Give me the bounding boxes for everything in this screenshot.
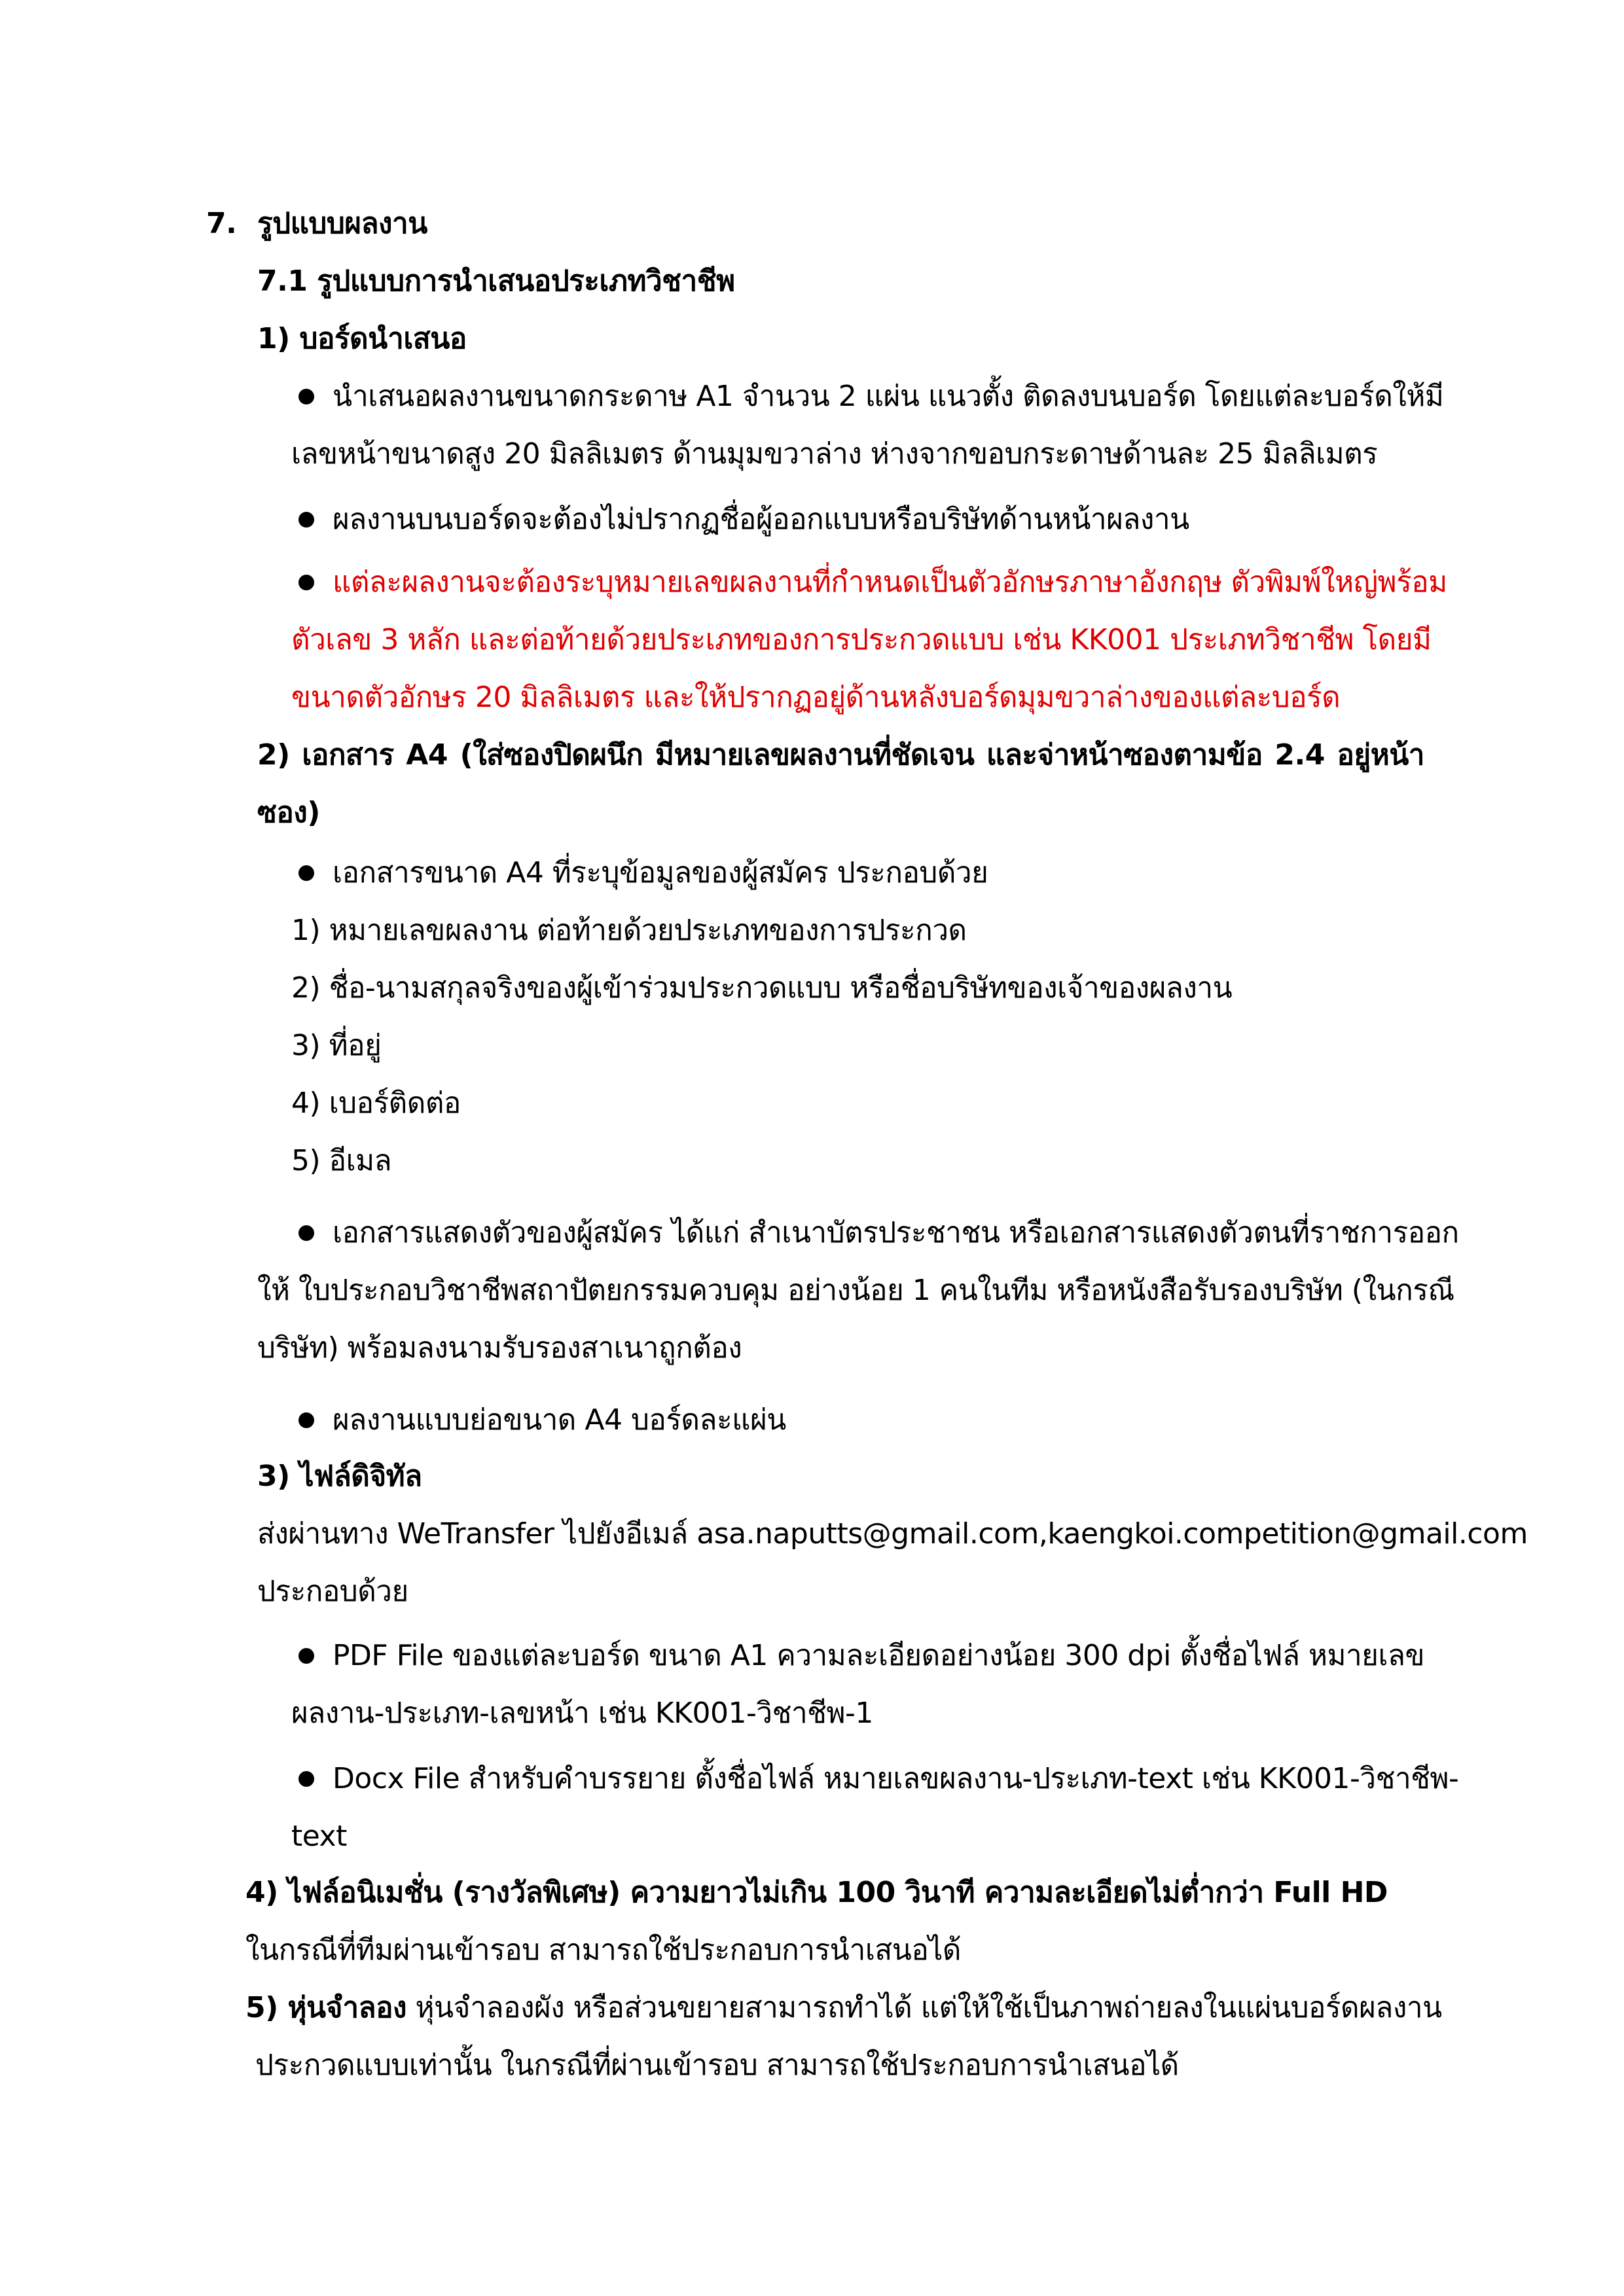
bullet-icon (298, 1771, 314, 1787)
item-2-bullet-c: ผลงานแบบย่อขนาด A4 บอร์ดละแผ่น (333, 1403, 786, 1437)
item-2-heading-line-2: ซอง) (257, 796, 320, 829)
item-1-bullet-3-line-1: แต่ละผลงานจะต้องระบุหมายเลขผลงานที่กำหนดเป็นตัวอักษรภาษาอังกฤษ ตัวพิมพ์ใหญ่พร้อม (333, 565, 1447, 599)
subsection-title: 7.1 รูปแบบการนำเสนอประเภทวิชาชีพ (257, 264, 735, 298)
item-3-intro-line-2: ประกอบด้วย (257, 1575, 408, 1608)
bullet-icon (298, 1648, 314, 1664)
item-4-heading: 4) ไฟล์อนิเมชั่น (รางวัลพิเศษ) ความยาวไม่เกิน 100 วินาที ความละเอียดไม่ต่ำกว่า Full HD (245, 1876, 1388, 1909)
item-5-body-line-2: ประกวดแบบเท่านั้น ในกรณีที่ผ่านเข้ารอบ สามารถใช้ประกอบการนำเสนอได้ (255, 2049, 1179, 2082)
item-1-bullet-1-line-1: นำเสนอผลงานขนาดกระดาษ A1 จำนวน 2 แผ่น แนวตั้ง ติดลงบนบอร์ด โดยแต่ละบอร์ดให้มี (333, 380, 1444, 413)
item-2-bullet-b-line-3: บริษัท) พร้อมลงนามรับรองสาเนาถูกต้อง (257, 1331, 742, 1365)
item-5-heading: 5) หุ่นจำลอง (245, 1991, 406, 2024)
item-1-heading: 1) บอร์ดนำเสนอ (257, 322, 467, 355)
item-1-bullet-1-line-2: เลขหน้าขนาดสูง 20 มิลลิเมตร ด้านมุมขวาล่าง ห่างจากขอบกระดาษด้านละ 25 มิลลิเมตร (291, 437, 1378, 471)
bullet-icon (298, 865, 314, 881)
item-5-line-1 (245, 1988, 1442, 2028)
section-number: 7. (206, 207, 237, 240)
item-3-bullet-1-line-2: ผลงาน-ประเภท-เลขหน้า เช่น KK001-วิชาชีพ-1 (291, 1696, 873, 1730)
section-title: รูปแบบผลงาน (257, 207, 427, 240)
item-3-bullet-2-line-2: text (291, 1820, 347, 1853)
item-2-numbered-3: 3) ที่อยู่ (291, 1029, 382, 1062)
item-3-heading: 3) ไฟล์ดิจิทัล (257, 1460, 422, 1493)
item-1-bullet-3-line-2: ตัวเลข 3 หลัก และต่อท้ายด้วยประเภทของการประกวดแบบ เช่น KK001 ประเภทวิชาชีพ โดยมี (291, 623, 1432, 656)
item-2-numbered-1: 1) หมายเลขผลงาน ต่อท้ายด้วยประเภทของการประกวด (291, 914, 967, 947)
bullet-icon (298, 389, 314, 404)
bullet-icon (298, 1412, 314, 1428)
item-3-bullet-2-line-1: Docx File สำหรับคำบรรยาย ตั้งชื่อไฟล์ หมายเลขผลงาน-ประเภท-text เช่น KK001-วิชาชีพ- (333, 1762, 1459, 1795)
bullet-icon (298, 1225, 314, 1241)
item-2-bullet-b-line-2: ให้ ใบประกอบวิชาชีพสถาปัตยกรรมควบคุม อย่างน้อย 1 คนในทีม หรือหนังสือรับรองบริษัท (ในกรณี (257, 1274, 1454, 1307)
bullet-icon (298, 512, 314, 528)
item-4-body: ในกรณีที่ทีมผ่านเข้ารอบ สามารถใช้ประกอบการนำเสนอได้ (245, 1933, 961, 1967)
bullet-icon (298, 575, 314, 590)
item-1-bullet-2: ผลงานบนบอร์ดจะต้องไม่ปรากฏชื่อผู้ออกแบบหรือบริษัทด้านหน้าผลงาน (333, 503, 1189, 536)
item-2-heading-line-1: 2) เอกสาร A4 (ใส่ซองปิดผนึก มีหมายเลขผลงานที่ชัดเจน และจ่าหน้าซองตามข้อ 2.4 อยู่หน้า (257, 738, 1424, 772)
item-1-bullet-3-line-3: ขนาดตัวอักษร 20 มิลลิเมตร และให้ปรากฏอยู่ด้านหลังบอร์ดมุมขวาล่างของแต่ละบอร์ด (291, 681, 1341, 714)
item-2-bullet-a: เอกสารขนาด A4 ที่ระบุข้อมูลของผู้สมัคร ประกอบด้วย (333, 856, 988, 889)
item-2-bullet-b-line-1: เอกสารแสดงตัวของผู้สมัคร ได้แก่ สำเนาบัตรประชาชน หรือเอกสารแสดงตัวตนที่ราชการออก (333, 1216, 1459, 1249)
item-2-numbered-4: 4) เบอร์ติดต่อ (291, 1086, 461, 1120)
item-3-bullet-1-line-1: PDF File ของแต่ละบอร์ด ขนาด A1 ความละเอียดอย่างน้อย 300 dpi ตั้งชื่อไฟล์ หมายเลข (333, 1639, 1425, 1672)
item-5-body-line-1: หุ่นจำลองผัง หรือส่วนขยายสามารถทำได้ แต่ให้ใช้เป็นภาพถ่ายลงในแผ่นบอร์ดผลงาน (406, 1991, 1442, 2024)
item-2-numbered-2: 2) ชื่อ-นามสกุลจริงของผู้เข้าร่วมประกวดแบบ หรือชื่อบริษัทของเจ้าของผลงาน (291, 971, 1233, 1005)
item-3-intro-line-1: ส่งผ่านทาง WeTransfer ไปยังอีเมล์ asa.naputts@gmail.com,kaengkoi.competition@gmail.com (257, 1517, 1528, 1551)
item-2-numbered-5: 5) อีเมล (291, 1144, 392, 1177)
